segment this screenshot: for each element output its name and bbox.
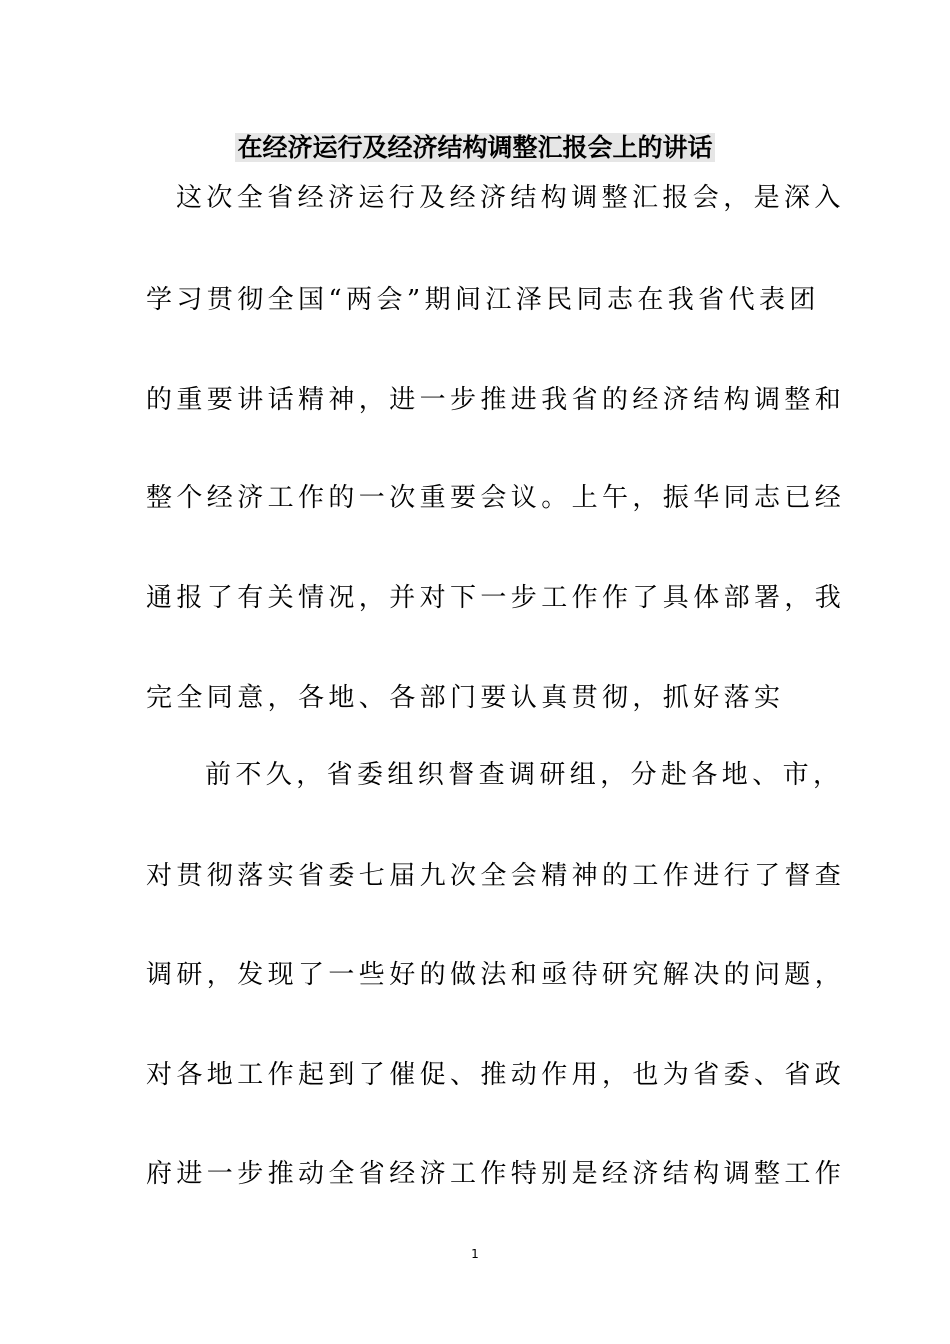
paragraph-line: 通报了有关情况，并对下一步工作作了具体部署，我 (146, 583, 846, 613)
paragraph-line: 对贯彻落实省委七届九次全会精神的工作进行了督查 (146, 861, 846, 891)
page-title (0, 128, 950, 168)
page-number: 1 (471, 1247, 479, 1261)
paragraph-line: 对各地工作起到了催促、推动作用，也为省委、省政 (146, 1060, 846, 1090)
paragraph-line: 学习贯彻全国“两会”期间江泽民同志在我省代表团 (146, 285, 820, 315)
paragraph-line: 府进一步推动全省经济工作特别是经济结构调整工作 (146, 1159, 846, 1189)
paragraph-line: 前不久，省委组织督查调研组，分赴各地、市， (205, 760, 844, 790)
paragraph-line: 整个经济工作的一次重要会议。上午，振华同志已经 (146, 483, 846, 513)
page-title-text: 在经济运行及经济结构调整汇报会上的讲话 (237, 133, 713, 162)
paragraph-line: 完全同意，各地、各部门要认真贯彻，抓好落实 (146, 683, 785, 713)
paragraph-line: 调研，发现了一些好的做法和亟待研究解决的问题， (146, 960, 846, 990)
paragraph-line: 这次全省经济运行及经济结构调整汇报会，是深入 (176, 183, 845, 213)
paragraph-line: 的重要讲话精神，进一步推进我省的经济结构调整和 (146, 385, 846, 415)
